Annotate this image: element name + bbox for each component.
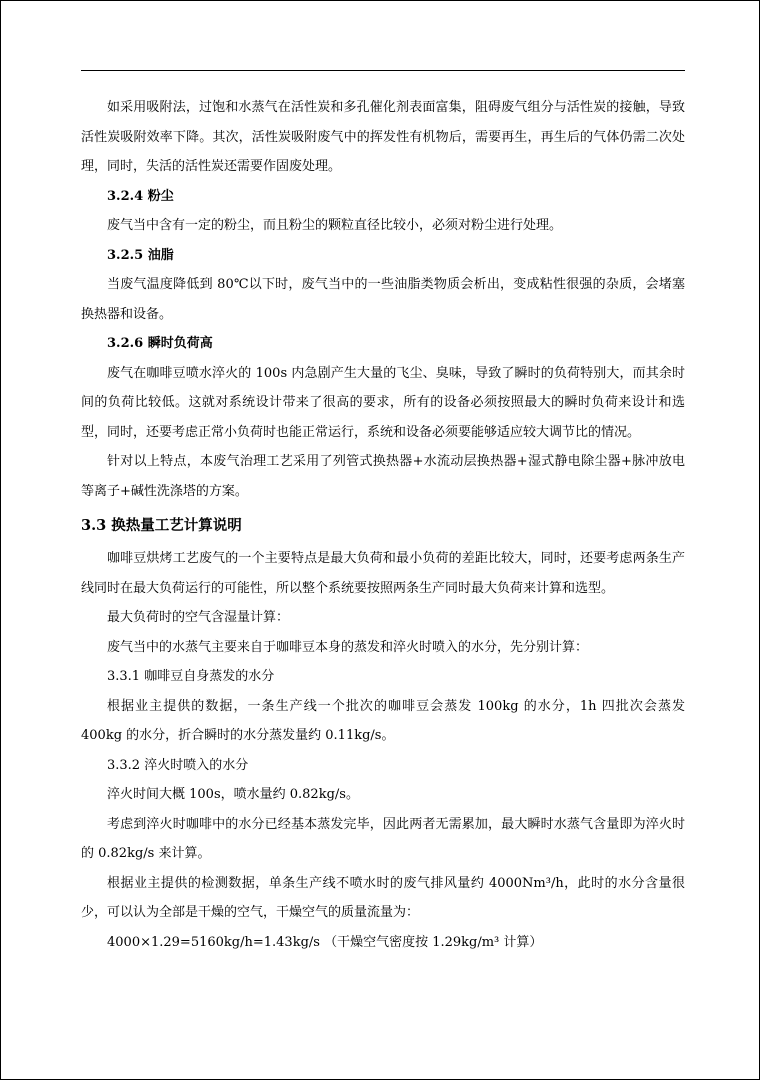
paragraph: 咖啡豆烘烤工艺废气的一个主要特点是最大负荷和最小负荷的差距比较大，同时，还要考虑两条生产线同时在最大负荷运行的可能性，所以整个系统要按照两条生产同时最大负荷来计算和选型。: [81, 551, 685, 596]
formula-line: 4000×1.29=5160kg/h=1.43kg/s （干燥空气密度按 1.29kg/m³ 计算）: [107, 934, 543, 950]
document-body: [81, 93, 685, 957]
paragraph: 废气在咖啡豆喷水淬火的 100s 内急剧产生大量的飞尘、臭味，导致了瞬时的负荷特别大，而其余时间的负荷比较低。这就对系统设计带来了很高的要求，所有的设备必须按照最大的瞬时负荷来设计和选型，同时，还要考虑正常小负荷时也能正常运行，系统和设备必须要能够适应较大调节比的情况。: [81, 365, 685, 440]
paragraph: 废气当中含有一定的粉尘，而且粉尘的颗粒直径比较小，必须对粉尘进行处理。: [107, 218, 563, 233]
paragraph: 淬火时间大概 100s，喷水量约 0.82kg/s。: [107, 787, 359, 802]
paragraph: 当废气温度降低到 80℃以下时，废气当中的一些油脂类物质会析出，变成粘性很强的杂质，会堵塞换热器和设备。: [81, 277, 685, 322]
section-heading-3-2-4: 3.2.4 粉尘: [107, 188, 174, 204]
section-heading-3-3-2: 3.3.2 淬火时喷入的水分: [107, 757, 249, 773]
section-heading-3-3: 3.3 换热量工艺计算说明: [81, 517, 242, 534]
paragraph: 如采用吸附法，过饱和水蒸气在活性炭和多孔催化剂表面富集，阻碍废气组分与活性炭的接触，导致活性炭吸附效率下降。其次，活性炭吸附废气中的挥发性有机物后，需要再生，再生后的气体仍需二次处理，同时，失活的活性炭还需要作固废处理。: [81, 100, 685, 174]
paragraph: 根据业主提供的数据，一条生产线一个批次的咖啡豆会蒸发 100kg 的水分，1h 四批次会蒸发 400kg 的水分，折合瞬时的水分蒸发量约 0.11kg/s。: [81, 698, 685, 743]
paragraph: 根据业主提供的检测数据，单条生产线不喷水时的废气排风量约 4000Nm³/h，此时的水分含量很少，可以认为全部是干燥的空气，干燥空气的质量流量为：: [81, 875, 685, 920]
section-heading-3-3-1: 3.3.1 咖啡豆自身蒸发的水分: [107, 669, 275, 684]
section-heading-3-2-6: 3.2.6 瞬时负荷高: [107, 336, 213, 351]
paragraph: 最大负荷时的空气含湿量计算：: [107, 610, 290, 625]
paragraph: 针对以上特点，本废气治理工艺采用了列管式换热器+水流动层换热器+湿式静电除尘器+脉冲放电等离子+碱性洗涤塔的方案。: [81, 454, 685, 499]
header-rule: [81, 70, 685, 71]
paragraph: 废气当中的水蒸气主要来自于咖啡豆本身的蒸发和淬火时喷入的水分，先分别计算：: [107, 639, 589, 655]
paragraph: 考虑到淬火时咖啡中的水分已经基本蒸发完毕，因此两者无需累加，最大瞬时水蒸气含量即为淬火时的 0.82kg/s 来计算。: [81, 816, 685, 861]
section-heading-3-2-5: 3.2.5 油脂: [107, 247, 174, 263]
